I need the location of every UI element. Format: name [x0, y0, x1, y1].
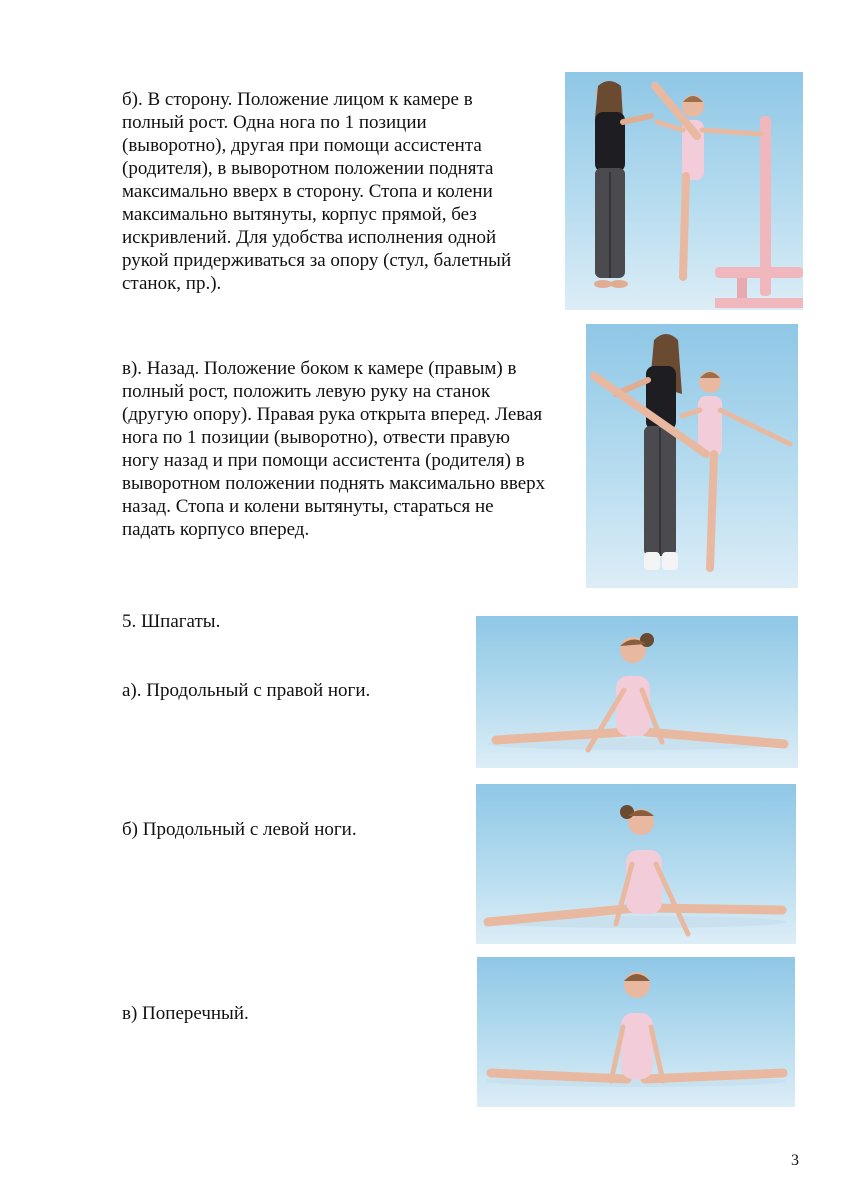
photo-side-extension: [565, 72, 803, 310]
text-line: (родителя), в выворотном положении поднята: [122, 158, 494, 179]
side-extension-illustration: [565, 72, 803, 310]
text-line: б). В сторону. Положение лицом к камере в: [122, 89, 473, 110]
text-line: рукой придерживаться за опору (стул, балетный: [122, 250, 512, 271]
photo-back-extension: [586, 324, 798, 588]
photo-split-middle: [477, 957, 795, 1107]
text-line: максимально вверх в сторону. Стопа и колени: [122, 181, 493, 202]
page-number: 3: [791, 1152, 799, 1169]
split-middle-illustration: [477, 957, 795, 1107]
text-line: полный рост, положить левую руку на станок: [122, 381, 491, 402]
split-middle-label: в) Поперечный.: [122, 1003, 249, 1024]
text-line: (другую опору). Правая рука открыта вперед. Левая: [122, 404, 543, 425]
text-line: максимально вытянуты, корпус прямой, без: [122, 204, 477, 225]
text-line: в). Назад. Положение боком к камере (правым) в: [122, 358, 517, 379]
split-left-label: б) Продольный с левой ноги.: [122, 819, 357, 840]
paragraph-back-extension: [122, 357, 545, 541]
text-line: назад. Стопа и колени вытянуты, стараться не: [122, 496, 494, 517]
text-line: нога по 1 позиции (выворотно), отвести правую: [122, 427, 510, 448]
text-line: ногу назад и при помощи ассистента (родителя) в: [122, 450, 525, 471]
split-right-illustration: [476, 616, 798, 768]
split-left-illustration: [476, 784, 796, 944]
paragraph-side-extension: [122, 88, 511, 295]
splits-heading: 5. Шпагаты.: [122, 611, 221, 632]
text-line: полный рост. Одна нога по 1 позиции: [122, 112, 427, 133]
text-line: искривлений. Для удобства исполнения одной: [122, 227, 497, 248]
photo-split-left: [476, 784, 796, 944]
text-line: падать корпусо вперед.: [122, 519, 310, 540]
back-extension-illustration: [586, 324, 798, 588]
text-line: выворотном положении поднять максимально вверх: [122, 473, 546, 494]
photo-split-right: [476, 616, 798, 768]
text-line: станок, пр.).: [122, 273, 222, 294]
split-right-label: а). Продольный с правой ноги.: [122, 680, 371, 701]
text-line: (выворотно), другая при помощи ассистента: [122, 135, 482, 156]
